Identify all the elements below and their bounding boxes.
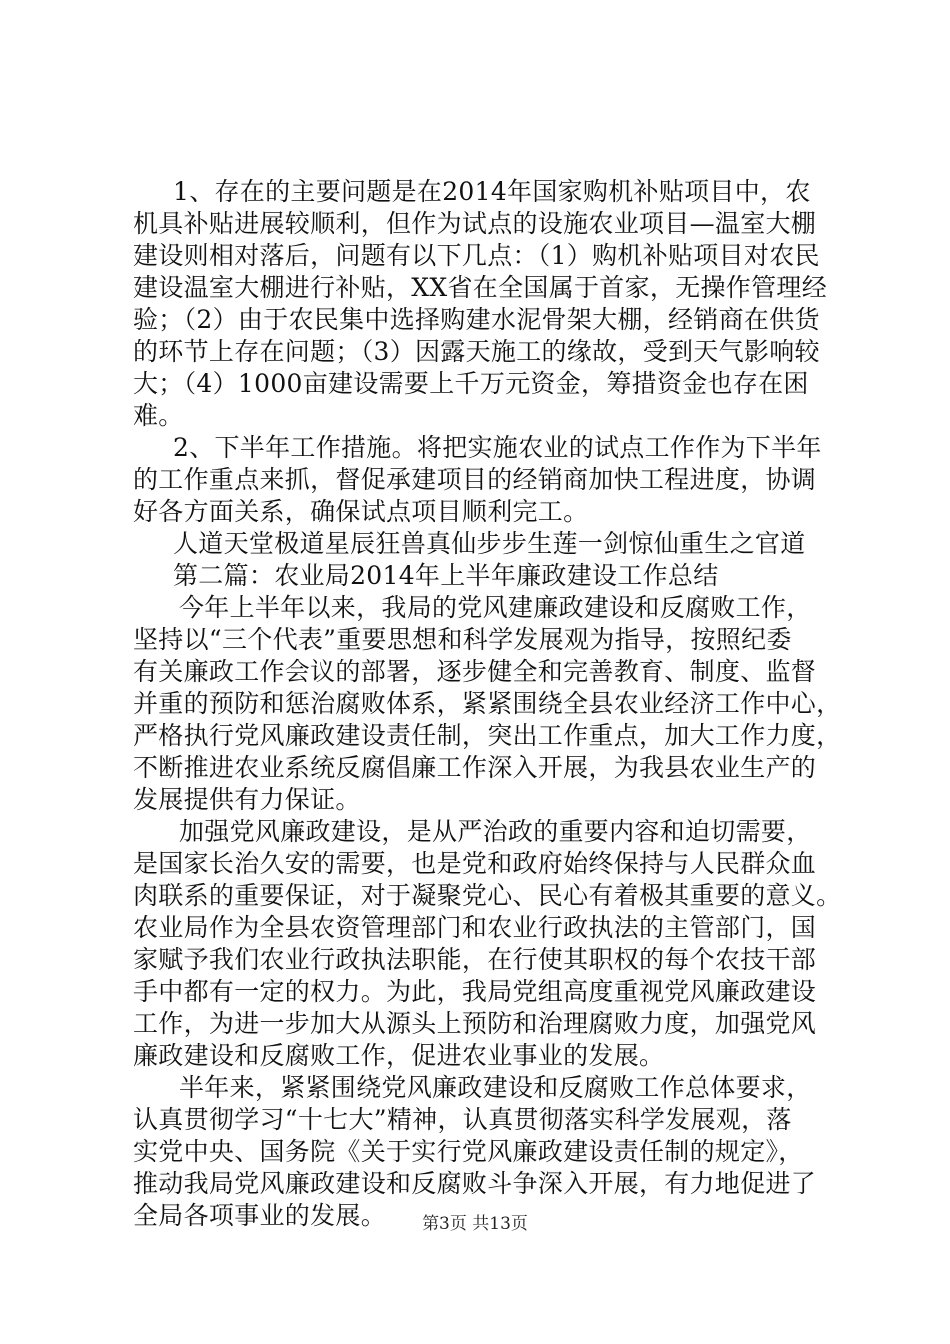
paragraph-line: 坚持以“三个代表”重要思想和科学发展观为指导，按照纪委 — [133, 625, 792, 654]
paragraph-line: 建设则相对落后，问题有以下几点：（1）购机补贴项目对农民 — [133, 241, 820, 270]
paragraph-line: 发展提供有力保证。 — [133, 785, 361, 814]
paragraph-line: 认真贯彻学习“十七大”精神，认真贯彻落实科学发展观，落 — [133, 1105, 792, 1134]
paragraph-line: 的环节上存在问题；（3）因露天施工的缘故，受到天气影响较 — [133, 337, 820, 366]
paragraph-line: 大；（4）1000亩建设需要上千万元资金，筹措资金也存在困 — [133, 369, 809, 398]
paragraph-line: 验；（2）由于农民集中选择购建水泥骨架大棚，经销商在供货 — [133, 305, 820, 334]
paragraph-line: 建设温室大棚进行补贴，XX省在全国属于首家，无操作管理经 — [133, 273, 827, 302]
paragraph-line: 并重的预防和惩治腐败体系，紧紧围绕全县农业经济工作中心， — [133, 689, 842, 718]
paragraph-line: 的工作重点来抓，督促承建项目的经销商加快工程进度，协调 — [133, 465, 817, 494]
paragraph-line: 1、存在的主要问题是在2014年国家购机补贴项目中，农 — [173, 177, 811, 206]
paragraph-line: 好各方面关系，确保试点项目顺利完工。 — [133, 497, 589, 526]
paragraph-line: 加强党风廉政建设，是从严治政的重要内容和迫切需要， — [179, 817, 812, 846]
paragraph-line: 实党中央、国务院《关于实行党风廉政建设责任制的规定》， — [133, 1137, 804, 1166]
paragraph-line: 廉政建设和反腐败工作，促进农业事业的发展。 — [133, 1041, 665, 1070]
document-body — [133, 176, 842, 1232]
paragraph-line: 人道天堂极道星辰狂兽真仙步步生莲一剑惊仙重生之官道 — [173, 529, 806, 558]
paragraph-line: 手中都有一定的权力。为此，我局党组高度重视党风廉政建设 — [133, 977, 817, 1006]
paragraph-line: 全局各项事业的发展。 — [133, 1201, 387, 1230]
section-heading: 第二篇：农业局2014年上半年廉政建设工作总结 — [173, 561, 719, 590]
paragraph-line: 半年来，紧紧围绕党风廉政建设和反腐败工作总体要求， — [179, 1073, 812, 1102]
paragraph-line: 严格执行党风廉政建设责任制，突出工作重点，加大工作力度， — [133, 721, 842, 750]
paragraph-line: 2、下半年工作措施。将把实施农业的试点工作作为下半年 — [173, 433, 822, 462]
paragraph-line: 农业局作为全县农资管理部门和农业行政执法的主管部门，国 — [133, 913, 817, 942]
paragraph-line: 肉联系的重要保证，对于凝聚党心、民心有着极其重要的意义。 — [133, 881, 842, 910]
page-footer: 第3页 共13页 — [422, 1214, 528, 1234]
paragraph-line: 不断推进农业系统反腐倡廉工作深入开展，为我县农业生产的 — [133, 753, 817, 782]
paragraph-line: 家赋予我们农业行政执法职能，在行使其职权的每个农技干部 — [133, 945, 817, 974]
paragraph-line: 工作，为进一步加大从源头上预防和治理腐败力度，加强党风 — [133, 1009, 817, 1038]
paragraph-line: 机具补贴进展较顺利，但作为试点的设施农业项目—温室大棚 — [133, 209, 817, 238]
paragraph-line: 难。 — [133, 401, 184, 430]
paragraph-line: 是国家长治久安的需要，也是党和政府始终保持与人民群众血 — [133, 849, 817, 878]
paragraph-line: 有关廉政工作会议的部署，逐步健全和完善教育、制度、监督 — [133, 657, 817, 686]
paragraph-line: 推动我局党风廉政建设和反腐败斗争深入开展，有力地促进了 — [133, 1169, 817, 1198]
paragraph-line: 今年上半年以来，我局的党风建廉政建设和反腐败工作， — [179, 593, 812, 622]
